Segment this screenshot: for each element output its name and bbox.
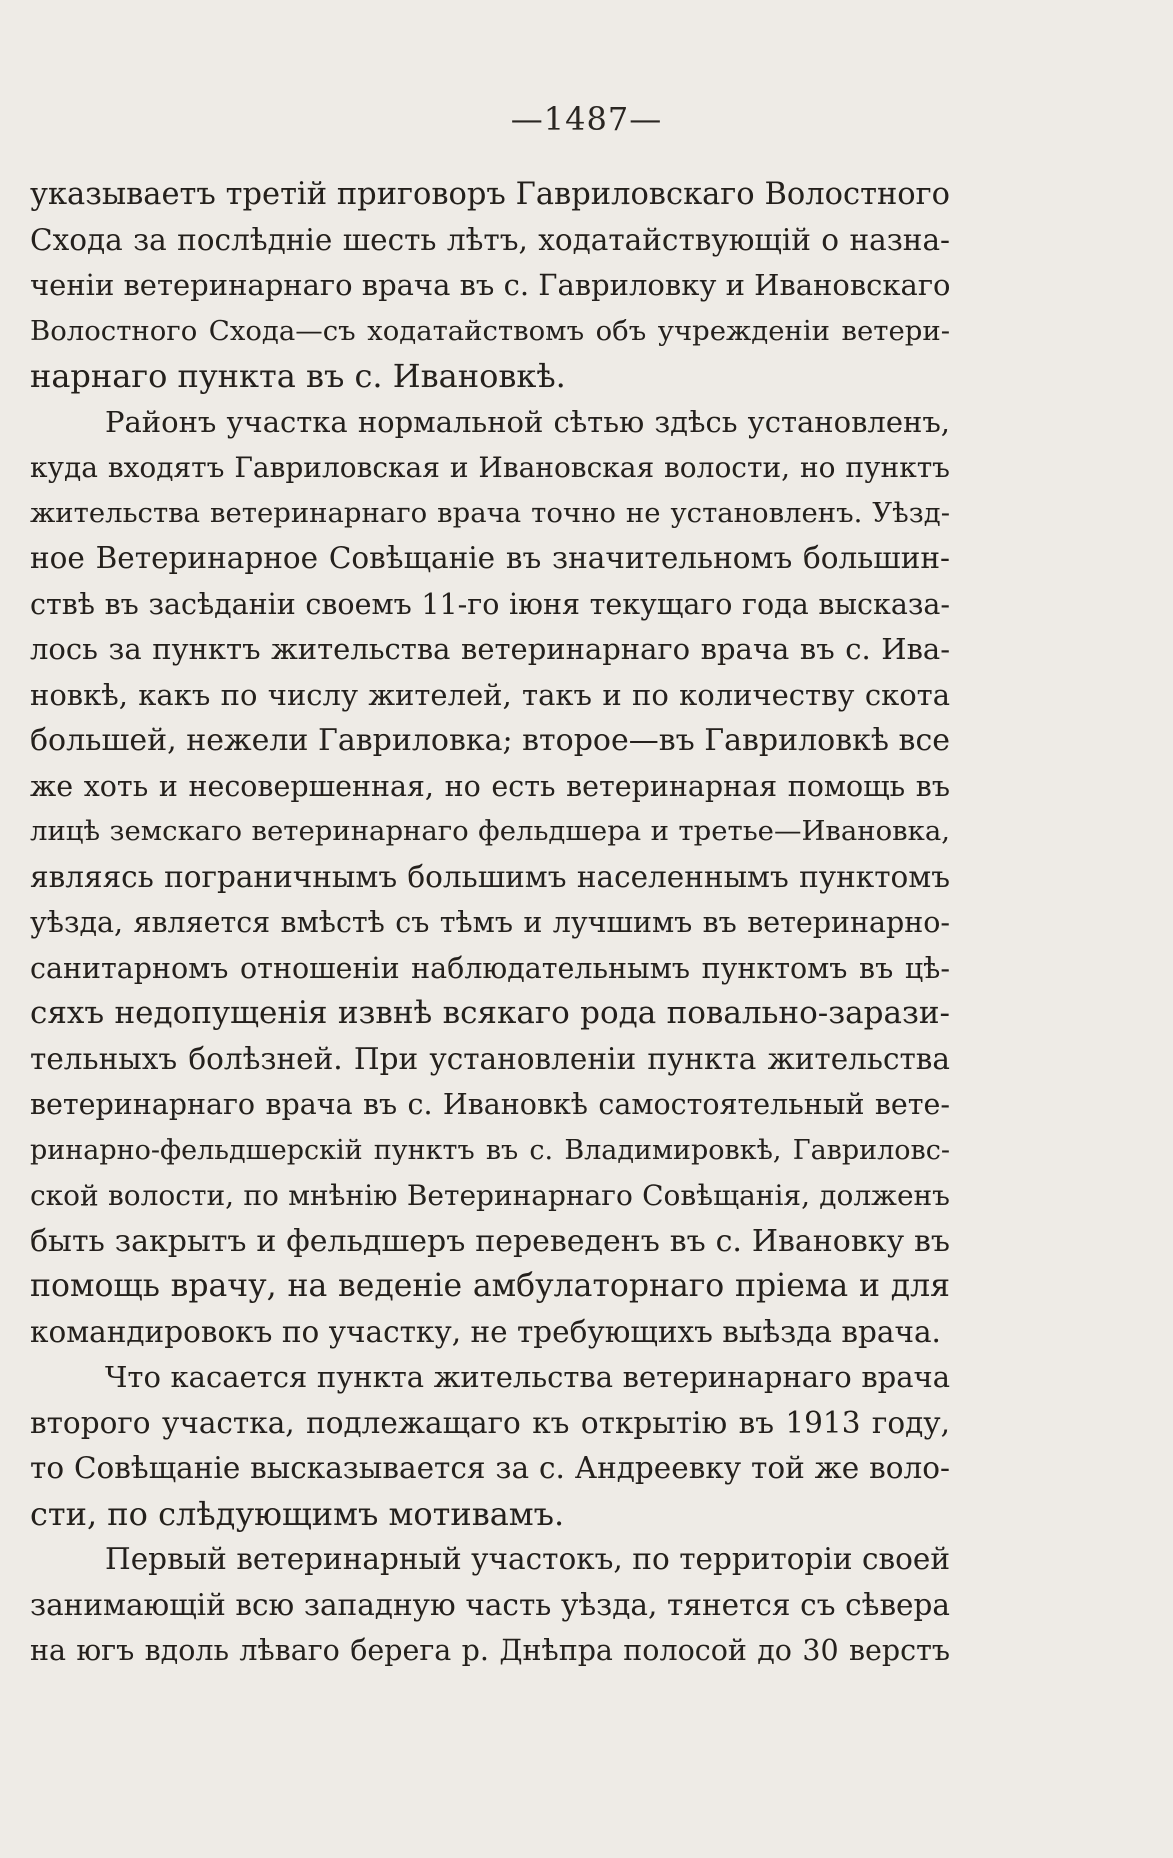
- text-line: санитарномъ отношеніи наблюдательнымъ пунктомъ въ цѣ-: [30, 951, 950, 985]
- text-line: сти, по слѣдующимъ мотивамъ.: [30, 1494, 565, 1533]
- text-line: лицѣ земскаго ветеринарнаго фельдшера и третье—Ивановка,: [30, 815, 950, 847]
- text-line: уѣзда, является вмѣстѣ съ тѣмъ и лучшимъ въ ветеринарно-: [30, 906, 950, 939]
- text-line: то Совѣщаніе высказывается за с. Андреевку той же воло-: [30, 1451, 950, 1485]
- paragraph-start-line: Первый ветеринарный участокъ, по территоріи своей: [105, 1542, 950, 1576]
- paragraph-start-line: Районъ участка нормальной сѣтью здѣсь установленъ,: [105, 404, 950, 439]
- text-line: на югъ вдоль лѣваго берега р. Днѣпра полосой до 30 верстъ: [30, 1634, 950, 1667]
- text-line: ченіи ветеринарнаго врача въ с. Гавриловку и Ивановскаго: [30, 268, 950, 302]
- text-line: жительства ветеринарнаго врача точно не установленъ. Уѣзд-: [30, 496, 950, 529]
- paragraph-start-line: Что касается пункта жительства ветеринарнаго врача: [105, 1360, 950, 1394]
- body-text: [30, 172, 950, 1674]
- text-line: занимающій всю западную часть уѣзда, тянется съ сѣвера: [30, 1587, 950, 1622]
- text-line: тельныхъ болѣзней. При установленіи пункта жительства: [30, 1041, 950, 1076]
- text-line: ринарно-фельдшерскій пунктъ въ с. Владимировкѣ, Гавриловс-: [30, 1134, 950, 1166]
- text-line: являясь пограничнымъ большимъ населеннымъ пунктомъ: [30, 859, 950, 894]
- text-line: ветеринарнаго врача въ с. Ивановкѣ самостоятельный вете-: [30, 1088, 950, 1121]
- text-line: лось за пунктъ жительства ветеринарнаго врача въ с. Ива-: [30, 632, 950, 666]
- text-line: ствѣ въ засѣданіи своемъ 11-го іюня текущаго года высказа-: [30, 587, 950, 621]
- text-line: второго участка, подлежащаго къ открытію въ 1913 году,: [30, 1405, 950, 1440]
- text-line: указываетъ третій приговоръ Гавриловскаго Волостного: [30, 177, 950, 212]
- text-line: большей, нежели Гавриловка; второе—въ Гавриловкѣ все: [30, 723, 950, 758]
- text-line: куда входятъ Гавриловская и Ивановская волости, но пунктъ: [30, 451, 950, 484]
- text-line: помощь врачу, на веденіе амбулаторнаго пріема и для: [30, 1268, 950, 1304]
- page-number: —1487—: [510, 100, 663, 138]
- text-line: быть закрытъ и фельдшеръ переведенъ въ с. Ивановку въ: [30, 1223, 950, 1259]
- text-line: ное Ветеринарное Совѣщаніе въ значительномъ большин-: [30, 541, 950, 575]
- text-line: ской волости, по мнѣнію Ветеринарнаго Совѣщанія, долженъ: [30, 1179, 950, 1212]
- text-line: же хоть и несовершенная, но есть ветеринарная помощь въ: [30, 769, 950, 803]
- text-line: командировокъ по участку, не требующихъ выѣзда врача.: [30, 1314, 941, 1349]
- text-line: сяхъ недопущенія извнѣ всякаго рода повально-зарази-: [30, 995, 950, 1031]
- text-line: новкѣ, какъ по числу жителей, такъ и по количеству скота: [30, 677, 950, 712]
- text-line: Схода за послѣдніе шесть лѣтъ, ходатайствующій о назна-: [30, 222, 950, 257]
- text-line: нарнаго пункта въ с. Ивановкѣ.: [30, 357, 566, 395]
- text-line: Волостного Схода—съ ходатайствомъ объ учрежденіи ветери-: [30, 314, 950, 347]
